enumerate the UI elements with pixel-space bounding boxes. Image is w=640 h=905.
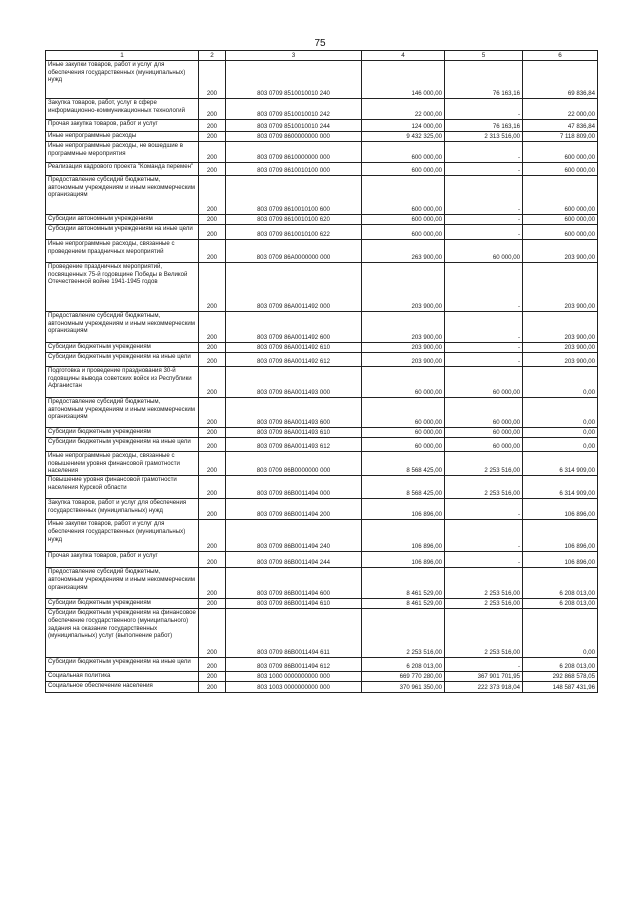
row-item-col2: 200	[199, 215, 226, 225]
row-amount-col5: -	[445, 552, 523, 568]
row-item-col2: 200	[199, 682, 226, 693]
row-amount-col6: 203 900,00	[523, 312, 598, 343]
column-header: 2	[199, 51, 226, 61]
row-amount-col5: -	[445, 353, 523, 367]
row-item-name: Иные закупки товаров, работ и услуг для обеспечения государственных (муниципальных) нужд	[46, 520, 199, 552]
row-amount-col6: 0,00	[523, 367, 598, 398]
row-amount-col5: 60 000,00	[445, 438, 523, 452]
row-amount-col4: 60 000,00	[362, 428, 445, 438]
row-amount-col5: 76 163,16	[445, 120, 523, 132]
row-item-col2: 200	[199, 120, 226, 132]
row-budget-code: 803 0709 86B0011494 000	[226, 476, 362, 499]
row-budget-code: 803 0709 8510010010 242	[226, 99, 362, 120]
row-item-col2: 200	[199, 428, 226, 438]
row-amount-col4: 600 000,00	[362, 142, 445, 163]
column-header: 6	[523, 51, 598, 61]
row-amount-col6: 6 208 013,00	[523, 568, 598, 599]
row-item-col2: 200	[199, 99, 226, 120]
row-budget-code: 803 0709 8610010100 622	[226, 225, 362, 240]
row-item-name: Подготовка и проведение празднования 30-й годовщины вывода советских войск из Республики Афганистан	[46, 367, 199, 398]
row-item-col2: 200	[199, 452, 226, 476]
table-row	[46, 225, 598, 240]
row-item-name: Предоставление субсидий бюджетным, автономным учреждениям и иным некоммерческим организациям	[46, 312, 199, 343]
table-row	[46, 658, 598, 672]
table-row	[46, 61, 598, 99]
row-amount-col5: 222 373 918,04	[445, 682, 523, 693]
row-item-name: Субсидии автономным учреждениям на иные цели	[46, 225, 199, 240]
row-item-name: Предоставление субсидий бюджетным, автономным учреждениям и иным некоммерческим организациям	[46, 176, 199, 215]
row-item-col2: 200	[199, 499, 226, 520]
row-amount-col4: 146 000,00	[362, 61, 445, 99]
row-amount-col6: 106 896,00	[523, 520, 598, 552]
row-amount-col6: 106 896,00	[523, 499, 598, 520]
row-amount-col4: 106 896,00	[362, 499, 445, 520]
row-amount-col5: -	[445, 520, 523, 552]
row-amount-col6: 22 000,00	[523, 99, 598, 120]
row-amount-col4: 203 900,00	[362, 343, 445, 353]
column-header: 4	[362, 51, 445, 61]
row-amount-col6: 600 000,00	[523, 142, 598, 163]
row-amount-col5: -	[445, 225, 523, 240]
row-amount-col5: 60 000,00	[445, 428, 523, 438]
row-amount-col5: 60 000,00	[445, 398, 523, 428]
row-item-col2: 200	[199, 438, 226, 452]
row-item-name: Субсидии бюджетным учреждениям на иные цели	[46, 658, 199, 672]
table-row	[46, 312, 598, 343]
budget-table	[45, 50, 598, 693]
row-item-name: Субсидии бюджетным учреждениям на иные цели	[46, 438, 199, 452]
row-item-col2: 200	[199, 520, 226, 552]
row-amount-col6: 0,00	[523, 438, 598, 452]
row-item-name: Иные непрограммные расходы, связанные с повышением уровня финансовой грамотности населения	[46, 452, 199, 476]
row-amount-col5: -	[445, 142, 523, 163]
row-amount-col5: 2 253 516,00	[445, 568, 523, 599]
row-amount-col6: 0,00	[523, 398, 598, 428]
row-amount-col5: 2 313 516,00	[445, 132, 523, 142]
row-item-name: Закупка товаров, работ и услуг для обеспечения государственных (муниципальных) нужд	[46, 499, 199, 520]
row-amount-col6: 6 208 013,00	[523, 658, 598, 672]
row-amount-col6: 292 868 578,05	[523, 672, 598, 682]
column-header: 3	[226, 51, 362, 61]
table-row	[46, 609, 598, 658]
table-row	[46, 215, 598, 225]
row-amount-col5: 60 000,00	[445, 367, 523, 398]
row-item-name: Субсидии бюджетным учреждениям на иные цели	[46, 353, 199, 367]
row-amount-col6: 69 836,84	[523, 61, 598, 99]
table-row	[46, 499, 598, 520]
row-item-col2: 200	[199, 142, 226, 163]
table-row	[46, 142, 598, 163]
table-row	[46, 428, 598, 438]
row-item-col2: 200	[199, 132, 226, 142]
row-amount-col4: 2 253 516,00	[362, 609, 445, 658]
row-amount-col4: 60 000,00	[362, 438, 445, 452]
row-amount-col5: 2 253 516,00	[445, 599, 523, 609]
row-item-name: Иные непрограммные расходы, связанные с проведением праздничных мероприятий	[46, 240, 199, 263]
row-item-col2: 200	[199, 176, 226, 215]
row-item-col2: 200	[199, 312, 226, 343]
table-row	[46, 438, 598, 452]
row-item-col2: 200	[199, 343, 226, 353]
table-row	[46, 476, 598, 499]
row-amount-col6: 6 314 909,00	[523, 452, 598, 476]
row-amount-col5: -	[445, 343, 523, 353]
row-item-name: Проведение праздничных мероприятий, посвященных 75-й годовщине Победы в Великой Отечественной войне 1941-1945 годов	[46, 263, 199, 312]
row-amount-col4: 8 461 529,00	[362, 568, 445, 599]
row-budget-code: 803 0709 8510010010 244	[226, 120, 362, 132]
row-budget-code: 803 0709 8610000000 000	[226, 142, 362, 163]
row-budget-code: 803 0709 86A0011493 610	[226, 428, 362, 438]
row-amount-col4: 8 461 529,00	[362, 599, 445, 609]
row-amount-col4: 600 000,00	[362, 215, 445, 225]
row-budget-code: 803 0709 86A0011492 610	[226, 343, 362, 353]
row-amount-col4: 203 900,00	[362, 353, 445, 367]
table-row	[46, 120, 598, 132]
row-item-col2: 200	[199, 225, 226, 240]
row-amount-col4: 600 000,00	[362, 163, 445, 176]
row-budget-code: 803 0709 8610010100 000	[226, 163, 362, 176]
row-item-col2: 200	[199, 353, 226, 367]
row-amount-col4: 106 896,00	[362, 552, 445, 568]
row-amount-col6: 106 896,00	[523, 552, 598, 568]
row-amount-col5: -	[445, 215, 523, 225]
row-amount-col5: 2 253 516,00	[445, 476, 523, 499]
row-item-name: Субсидии автономным учреждениям	[46, 215, 199, 225]
table-row	[46, 682, 598, 693]
row-budget-code: 803 0709 86B0000000 000	[226, 452, 362, 476]
table-row	[46, 552, 598, 568]
table-row	[46, 568, 598, 599]
row-amount-col4: 370 961 350,00	[362, 682, 445, 693]
row-amount-col4: 9 432 325,00	[362, 132, 445, 142]
row-amount-col6: 0,00	[523, 428, 598, 438]
row-item-col2: 200	[199, 240, 226, 263]
row-amount-col6: 7 118 809,00	[523, 132, 598, 142]
row-budget-code: 803 0709 86B0011494 200	[226, 499, 362, 520]
row-amount-col6: 600 000,00	[523, 225, 598, 240]
row-budget-code: 803 0709 86B0011494 600	[226, 568, 362, 599]
row-item-col2: 200	[199, 263, 226, 312]
row-amount-col4: 8 568 425,00	[362, 476, 445, 499]
row-item-name: Повышение уровня финансовой грамотности населения Курской области	[46, 476, 199, 499]
row-item-col2: 200	[199, 367, 226, 398]
row-budget-code: 803 0709 86A0011493 000	[226, 367, 362, 398]
row-item-name: Закупка товаров, работ, услуг в сфере информационно-коммуникационных технологий	[46, 99, 199, 120]
row-amount-col4: 60 000,00	[362, 367, 445, 398]
row-budget-code: 803 0709 86A0011493 612	[226, 438, 362, 452]
row-budget-code: 803 0709 86A0011492 600	[226, 312, 362, 343]
row-item-col2: 200	[199, 672, 226, 682]
row-amount-col4: 600 000,00	[362, 225, 445, 240]
row-amount-col5: 2 253 516,00	[445, 452, 523, 476]
table-row	[46, 672, 598, 682]
row-amount-col6: 0,00	[523, 609, 598, 658]
row-amount-col5: -	[445, 499, 523, 520]
table-row	[46, 353, 598, 367]
row-item-name: Прочая закупка товаров, работ и услуг	[46, 120, 199, 132]
row-item-name: Социальная политика	[46, 672, 199, 682]
row-amount-col6: 203 900,00	[523, 343, 598, 353]
table-row	[46, 263, 598, 312]
row-amount-col6: 6 314 909,00	[523, 476, 598, 499]
row-amount-col5: 367 901 701,95	[445, 672, 523, 682]
row-amount-col4: 6 208 013,00	[362, 658, 445, 672]
row-item-name: Социальное обеспечение населения	[46, 682, 199, 693]
row-budget-code: 803 0709 8610010100 600	[226, 176, 362, 215]
table-row	[46, 176, 598, 215]
row-amount-col6: 47 836,84	[523, 120, 598, 132]
row-item-col2: 200	[199, 163, 226, 176]
row-amount-col5: 60 000,00	[445, 240, 523, 263]
row-budget-code: 803 0709 86A0011492 000	[226, 263, 362, 312]
row-budget-code: 803 0709 86B0011494 240	[226, 520, 362, 552]
table-row	[46, 240, 598, 263]
row-item-name: Прочая закупка товаров, работ и услуг	[46, 552, 199, 568]
row-item-name: Иные непрограммные расходы, не вошедшие в программные мероприятия	[46, 142, 199, 163]
row-budget-code: 803 0709 86B0011494 612	[226, 658, 362, 672]
table-row	[46, 343, 598, 353]
column-header: 5	[445, 51, 523, 61]
row-amount-col6: 6 208 013,00	[523, 599, 598, 609]
row-amount-col4: 60 000,00	[362, 398, 445, 428]
row-amount-col4: 203 900,00	[362, 312, 445, 343]
column-header: 1	[46, 51, 199, 61]
table-row	[46, 398, 598, 428]
row-budget-code: 803 0709 8510010010 240	[226, 61, 362, 99]
row-item-name: Субсидии бюджетным учреждениям	[46, 343, 199, 353]
row-item-col2: 200	[199, 398, 226, 428]
page-number: 75	[314, 38, 326, 49]
row-budget-code: 803 0709 86A0000000 000	[226, 240, 362, 263]
row-amount-col6: 203 900,00	[523, 263, 598, 312]
row-amount-col4: 124 000,00	[362, 120, 445, 132]
row-budget-code: 803 0709 86B0011494 610	[226, 599, 362, 609]
row-item-name: Субсидии бюджетным учреждениям на финансовое обеспечение государственного (муниципального) задания на оказание государственных (муниципальных) услуг (выполнение работ)	[46, 609, 199, 658]
row-amount-col5: 76 163,16	[445, 61, 523, 99]
row-item-name: Субсидии бюджетным учреждениям	[46, 599, 199, 609]
row-item-name: Предоставление субсидий бюджетным, автономным учреждениям и иным некоммерческим организациям	[46, 398, 199, 428]
row-budget-code: 803 0709 86B0011494 611	[226, 609, 362, 658]
row-amount-col4: 203 900,00	[362, 263, 445, 312]
row-amount-col4: 106 896,00	[362, 520, 445, 552]
row-budget-code: 803 1003 0000000000 000	[226, 682, 362, 693]
row-item-name: Субсидии бюджетным учреждениям	[46, 428, 199, 438]
table-row	[46, 99, 598, 120]
table-row	[46, 132, 598, 142]
table-row	[46, 599, 598, 609]
row-item-col2: 200	[199, 552, 226, 568]
row-amount-col5: -	[445, 263, 523, 312]
row-amount-col6: 203 900,00	[523, 353, 598, 367]
row-amount-col4: 8 568 425,00	[362, 452, 445, 476]
row-item-col2: 200	[199, 658, 226, 672]
row-amount-col5: -	[445, 176, 523, 215]
row-budget-code: 803 0709 8610010100 620	[226, 215, 362, 225]
row-budget-code: 803 0709 86A0011493 600	[226, 398, 362, 428]
table-row	[46, 520, 598, 552]
row-item-col2: 200	[199, 599, 226, 609]
row-item-col2: 200	[199, 609, 226, 658]
row-budget-code: 803 0709 86A0011492 612	[226, 353, 362, 367]
row-item-name: Реализация кадрового проекта "Команда перемен"	[46, 163, 199, 176]
row-amount-col5: -	[445, 658, 523, 672]
row-amount-col5: 2 253 516,00	[445, 609, 523, 658]
row-item-name: Предоставление субсидий бюджетным, автономным учреждениям и иным некоммерческим организациям	[46, 568, 199, 599]
row-amount-col5: -	[445, 312, 523, 343]
table-row	[46, 163, 598, 176]
row-amount-col4: 263 900,00	[362, 240, 445, 263]
row-amount-col4: 600 000,00	[362, 176, 445, 215]
row-budget-code: 803 0709 86B0011494 244	[226, 552, 362, 568]
row-budget-code: 803 1000 0000000000 000	[226, 672, 362, 682]
row-item-col2: 200	[199, 568, 226, 599]
row-amount-col4: 669 770 280,00	[362, 672, 445, 682]
row-amount-col4: 22 000,00	[362, 99, 445, 120]
row-amount-col6: 600 000,00	[523, 176, 598, 215]
row-amount-col6: 203 900,00	[523, 240, 598, 263]
table-row	[46, 367, 598, 398]
row-budget-code: 803 0709 8600000000 000	[226, 132, 362, 142]
table-row	[46, 452, 598, 476]
row-amount-col6: 600 000,00	[523, 215, 598, 225]
row-amount-col5: -	[445, 99, 523, 120]
row-item-col2: 200	[199, 476, 226, 499]
table-header-row	[46, 51, 598, 61]
row-item-name: Иные закупки товаров, работ и услуг для обеспечения государственных (муниципальных) нужд	[46, 61, 199, 99]
row-amount-col5: -	[445, 163, 523, 176]
row-amount-col6: 148 587 431,96	[523, 682, 598, 693]
row-item-name: Иные непрограммные расходы	[46, 132, 199, 142]
row-item-col2: 200	[199, 61, 226, 99]
row-amount-col6: 600 000,00	[523, 163, 598, 176]
